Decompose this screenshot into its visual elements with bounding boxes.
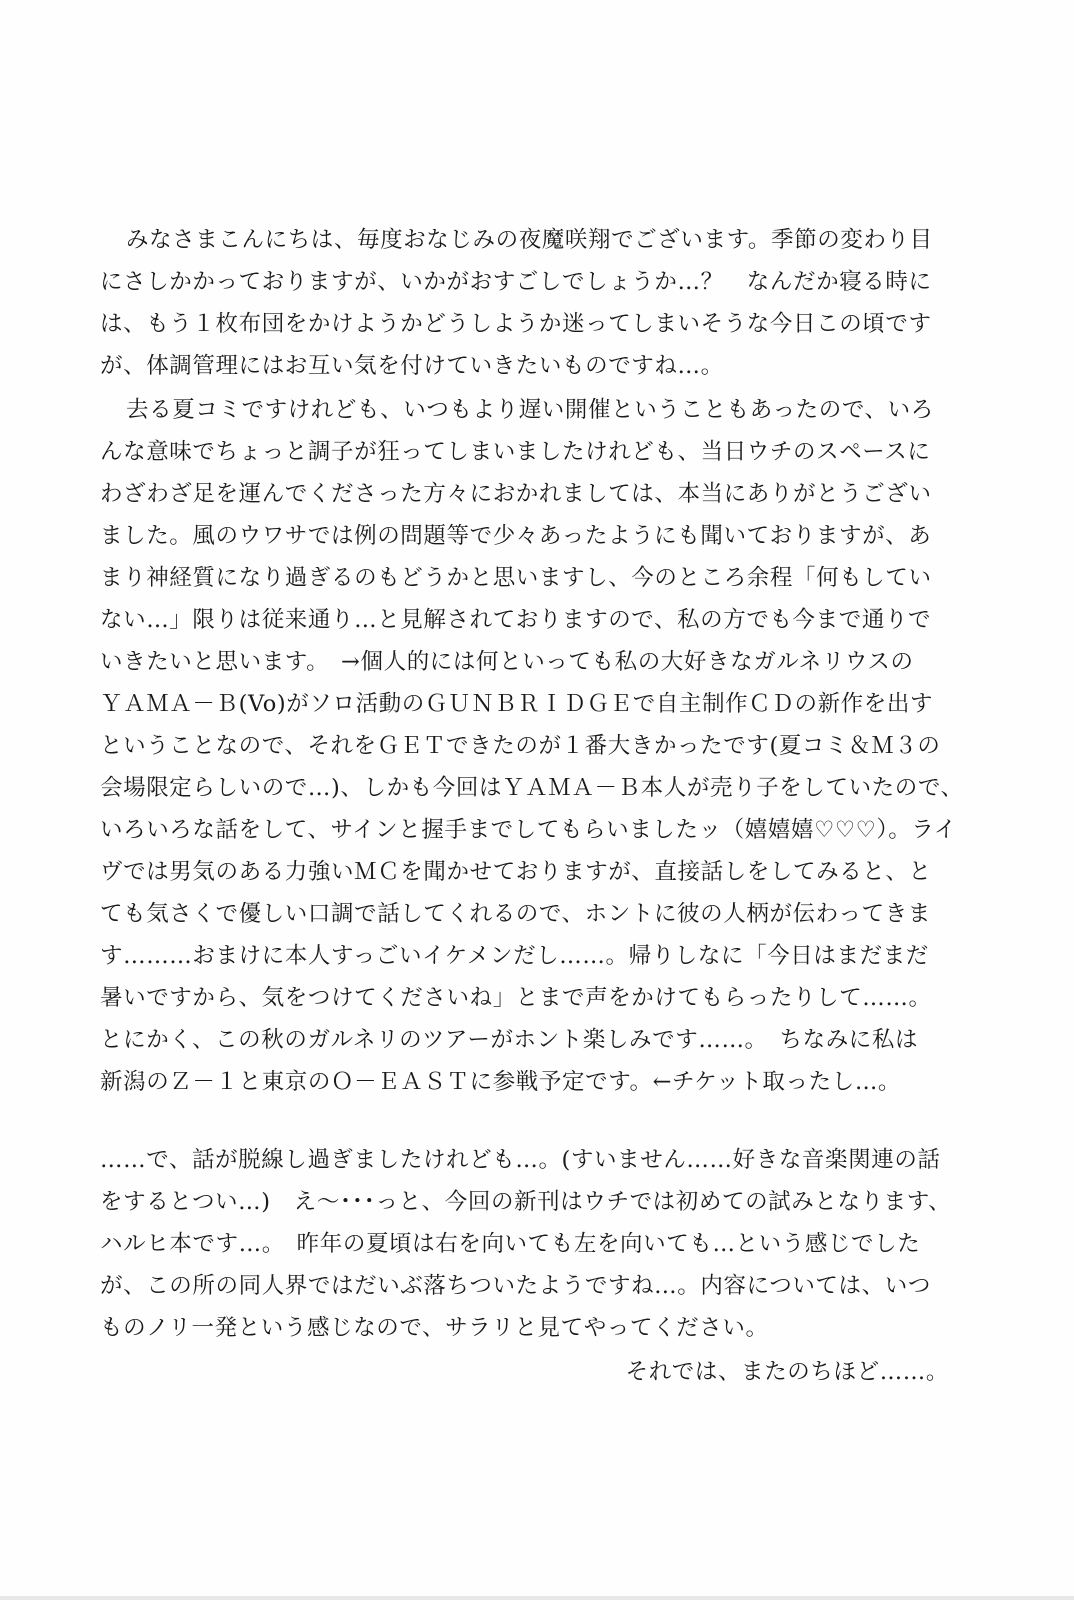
text-line: ものノリ一発という感じなので、サラリと見てやってください。 [100, 1315, 769, 1341]
text-line: が、体調管理にはお互い気を付けていきたいものですね…。 [100, 353, 724, 379]
text-line: んな意味でちょっと調子が狂ってしまいましたけれども、当日ウチのスペースに [100, 439, 931, 465]
text-line: ても気さくで優しい口調で話してくれるので、ホントに彼の人柄が伝わってきま [100, 901, 931, 927]
text-line: ＹＡＭＡ－Ｂ(Vo)がソロ活動のＧＵＮＢＲＩＤＧＥで自主制作ＣＤの新作を出す [100, 691, 934, 717]
text-line: いきたいと思います。 →個人的には何といっても私の大好きなガルネリウスの [100, 649, 914, 675]
text-line: ない…」限りは従来通り…と見解されておりますので、私の方でも今まで通りで [100, 607, 932, 633]
text-line: まり神経質になり過ぎるのもどうかと思いますし、今のところ余程「何もしてい [100, 565, 932, 591]
text-line: す………おまけに本人すっごいイケメンだし……。帰りしなに「今日はまだまだ [100, 943, 929, 969]
closing-line: それでは、またのちほど……。 [625, 1359, 949, 1385]
text-line: わざわざ足を運んでくださった方々におかれましては、本当にありがとうござい [100, 481, 932, 507]
text-line: が、この所の同人界ではだいぶ落ちついたようですね…。内容については、いつ [100, 1273, 931, 1299]
text-line: をするとつい…) え～･･･っと、今回の新刊はウチでは初めての試みとなります、 [100, 1189, 952, 1215]
text-line: ました。風のウワサでは例の問題等で少々あったようにも聞いておりますが、あ [100, 523, 932, 549]
text-line: ということなので、それをＧＥＴできたのが１番大きかったです(夏コミ＆Ｍ３の [100, 733, 941, 759]
text-line: とにかく、この秋のガルネリのツアーがホント楽しみです……。 ちなみに私は [100, 1027, 919, 1053]
text-line: みなさまこんにちは、毎度おなじみの夜魔咲翔でございます。季節の変わり目 [126, 227, 933, 253]
text-line: 暑いですから、気をつけてくださいね」とまで声をかけてもらったりして……。 [100, 985, 932, 1011]
text-line: 新潟のＺ－１と東京のＯ－ＥＡＳＴに参戦予定です。←チケット取ったし…。 [100, 1069, 902, 1095]
text-line: 会場限定らしいので…)、しかも今回はＹＡＭＡ－Ｂ本人が売り子をしていたので、 [100, 775, 964, 801]
text-line: ヴでは男気のある力強いＭＣを聞かせておりますが、直接話しをしてみると、と [100, 859, 932, 885]
text-line: 去る夏コミですけれども、いつもより遅い開催ということもあったので、いろ [126, 397, 934, 423]
text-line: ハルヒ本です…。 昨年の夏頃は右を向いても左を向いても…という感じでした [100, 1231, 921, 1257]
text-line: ……で、話が脱線し過ぎましたけれども…。(すいません……好きな音楽関連の話 [100, 1147, 941, 1173]
text-line: は、もう１枚布団をかけようかどうしようか迷ってしまいそうな今日この頃です [100, 311, 932, 337]
page-edge [0, 1596, 1074, 1600]
text-line: いろいろな話をして、サインと握手までしてもらいましたッ（嬉嬉嬉♡♡♡）。ライ [100, 817, 957, 843]
text-line: にさしかかっておりますが、いかがおすごしでしょうか…？ なんだか寝る時に [100, 269, 932, 295]
